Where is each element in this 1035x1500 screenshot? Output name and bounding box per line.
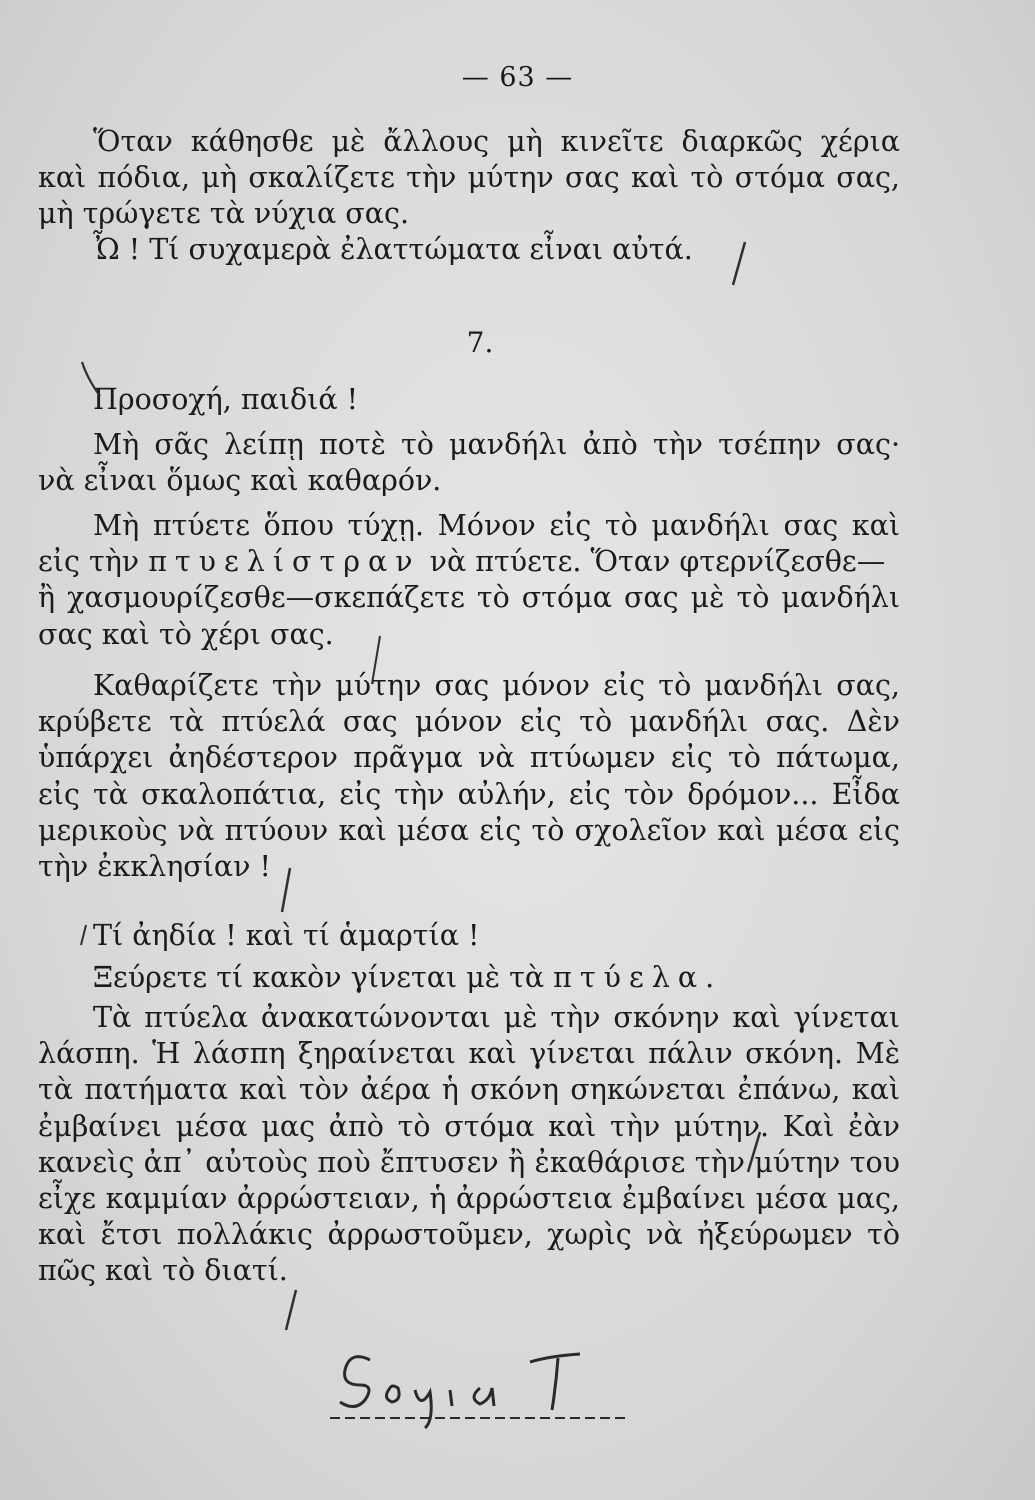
text-line: ἢ χασμουρίζεσθε—σκεπάζετε τὸ στόμα σας μὲ τὸ μανδήλι (38, 581, 900, 615)
section-number: 7. (466, 326, 494, 359)
text-line: εἰς τὰ σκαλοπάτια, εἰς τὴν αὐλήν, εἰς τὸν δρόμον... Εἶδα (38, 777, 900, 811)
page-number: — 63 — (461, 62, 574, 93)
text-line: κρύβετε τὰ πτύελά σας μόνον εἰς τὸ μανδήλι σας. Δὲν (38, 705, 900, 739)
text-line: κανεὶς ἀπ᾽ αὐτοὺς ποὺ ἔπτυσεν ἢ ἐκαθάρισε τὴν μύτην του (38, 1145, 900, 1179)
text-line: Ὦ ! Τί συχαμερὰ ἐλαττώματα εἶναι αὐτά. (93, 233, 693, 266)
text-segment: νὰ πτύετε. Ὅταν φτερνίζεσθε— (420, 545, 886, 579)
text-line: ἐμβαίνει μέσα μας ἀπὸ τὸ στόμα καὶ τὴν μύτην. Καὶ ἐὰν (38, 1109, 900, 1143)
text-line: Ὅταν κάθησθε μὲ ἄλλους μὴ κινεῖτε διαρκῶς χέρια (93, 125, 900, 158)
text-line: Προσοχή, παιδιά ! (93, 383, 359, 416)
text-line: καὶ ἔτσι πολλάκις ἀρρωστοῦμεν, χωρὶς νὰ ἠξεύρωμεν τὸ (38, 1218, 900, 1252)
text-line: τὰ πατήματα καὶ τὸν ἀέρα ἡ σκόνη σηκώνεται ἐπάνω, καὶ (38, 1073, 900, 1107)
text-segment: Ξεύρετε τί κακὸν γίνεται μὲ τὰ (93, 961, 554, 994)
pencil-slash-mark (282, 868, 290, 912)
text-line: Καθαρίζετε τὴν μύτην σας μόνον εἰς τὸ μανδήλι σας, (93, 669, 900, 702)
text-line: Μὴ πτύετε ὅπου τύχῃ. Μόνον εἰς τὸ μανδήλι σας καὶ (93, 509, 900, 542)
text-line: λάσπη. Ἡ λάσπη ξηραίνεται καὶ γίνεται πάλιν σκόνη. Μὲ (38, 1037, 900, 1071)
text-line: εἶχε καμμίαν ἀρρώστειαν, ἡ ἀρρώστεια ἐμβαίνει μέσα μας, (38, 1182, 900, 1216)
text-line: καὶ πόδια, μὴ σκαλίζετε τὴν μύτην σας καὶ τὸ στόμα σας, (38, 161, 900, 195)
text-line: σας καὶ τὸ χέρι σας. (38, 617, 334, 651)
text-line: ὑπάρχει ἀηδέστερον πρᾶγμα νὰ πτύωμεν εἰς τὸ πάτωμα, (38, 741, 900, 775)
text-line: Μὴ σᾶς λείπῃ ποτὲ τὸ μανδήλι ἀπὸ τὴν τσέπην σας· (93, 428, 900, 461)
spaced-word: πτύελα. (553, 961, 723, 994)
spaced-word: πτυελίστραν (148, 545, 421, 579)
pencil-slash-mark (372, 636, 380, 684)
text-line: μερικοὺς νὰ πτύουν καὶ μέσα εἰς τὸ σχολεῖον καὶ μέσα εἰς (38, 813, 900, 847)
pencil-slash-mark (733, 242, 745, 285)
pencil-slash-mark (286, 1290, 296, 1330)
text-line: τὴν ἐκκλησίαν ! (38, 850, 271, 884)
text-line: Τί ἀηδία ! καὶ τί ἁμαρτία ! (93, 919, 480, 952)
text-line: Τὰ πτύελα ἀνακατώνονται μὲ τὴν σκόνην καὶ γίνεται (93, 1001, 900, 1034)
text-segment: εἰς τὴν (38, 545, 149, 579)
handwritten-annotation (330, 1340, 650, 1430)
text-line: πῶς καὶ τὸ διατί. (38, 1254, 288, 1288)
pencil-slash-mark (81, 925, 86, 945)
text-line: μὴ τρώγετε τὰ νύχια σας. (38, 197, 410, 231)
pencil-slash-mark (82, 362, 100, 396)
pencil-slash-mark (748, 1132, 760, 1172)
text-line: νὰ εἶναι ὅμως καὶ καθαρόν. (38, 464, 442, 498)
